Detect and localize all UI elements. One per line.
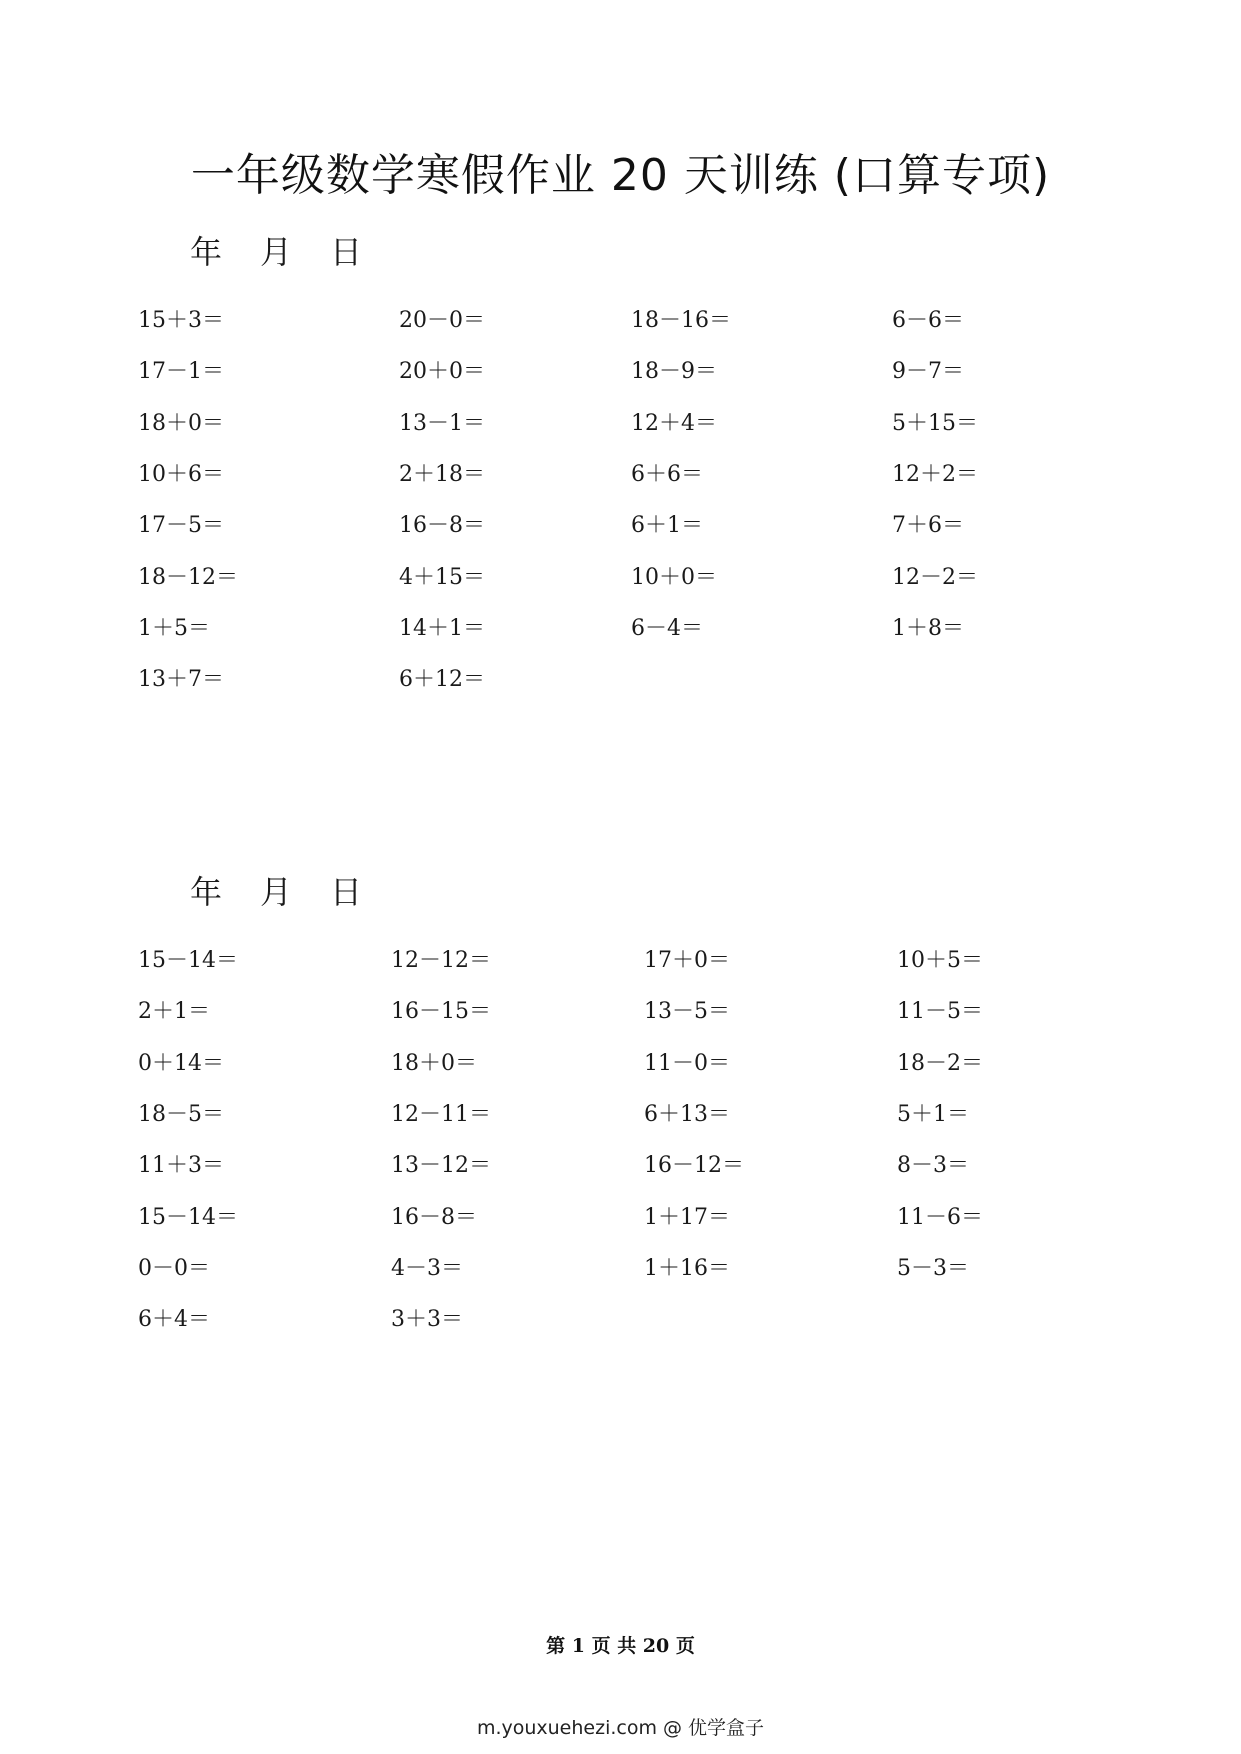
page-indicator: 第 1 页 共 20 页 [546,1635,695,1657]
problem-cell: 16－8＝ [399,513,485,539]
date-year-label: 年 [190,233,223,271]
date-year-label: 年 [190,873,223,911]
problem-cell: 2＋1＝ [138,999,210,1025]
problem-cell: 18＋0＝ [138,410,224,436]
problem-cell: 11－5＝ [897,999,983,1025]
date-day-label: 日 [330,873,363,911]
problem-cell: 5＋1＝ [897,1101,969,1127]
problem-cell: 6＋4＝ [138,1307,210,1333]
problem-cell: 11－0＝ [644,1050,730,1076]
problem-cell: 12－11＝ [391,1101,491,1127]
date-day-label: 日 [330,233,363,271]
problem-cell: 14＋1＝ [399,615,485,641]
problem-cell: 1＋8＝ [892,615,964,641]
problem-cell: 5＋15＝ [892,410,978,436]
page-title: 一年级数学寒假作业 20 天训练 (口算专项) [190,150,1051,201]
problem-cell: 3＋3＝ [391,1307,463,1333]
problem-cell: 20＋0＝ [399,359,485,385]
problem-cell: 6＋6＝ [631,461,703,487]
problem-cell: 0－0＝ [138,1255,210,1281]
problem-cell: 17－1＝ [138,359,224,385]
problem-cell: 5－3＝ [897,1255,969,1281]
problem-cell: 6－4＝ [631,615,703,641]
problem-cell: 18－9＝ [631,359,717,385]
problem-cell: 6＋13＝ [644,1101,730,1127]
problem-cell: 18－16＝ [631,308,731,333]
problem-cell: 6－6＝ [892,308,964,333]
problem-cell: 18＋0＝ [391,1050,477,1076]
problem-cell: 1＋16＝ [644,1255,730,1281]
date-line [190,232,362,272]
date-month-label: 月 [260,873,293,911]
problem-cell: 18－2＝ [897,1050,983,1076]
date-month-label: 月 [260,233,293,271]
problem-cell: 4－3＝ [391,1255,463,1281]
problem-cell: 1＋17＝ [644,1204,730,1230]
problem-cell: 16－12＝ [644,1153,744,1179]
problem-cell: 16－8＝ [391,1204,477,1230]
problem-cell: 13－12＝ [391,1153,491,1179]
problem-cell: 17－5＝ [138,513,224,539]
problem-cell: 6＋12＝ [399,667,485,693]
problem-cell: 17＋0＝ [644,948,730,973]
problem-cell: 12＋4＝ [631,410,717,436]
problem-cell: 1＋5＝ [138,615,210,641]
problem-cell: 18－5＝ [138,1101,224,1127]
problem-cell: 0＋14＝ [138,1050,224,1076]
problem-cell: 15－14＝ [138,948,238,973]
problem-cell: 13－1＝ [399,410,485,436]
problem-cell: 8－3＝ [897,1153,969,1179]
problem-cell: 12－12＝ [391,948,491,973]
problem-cell: 12＋2＝ [892,461,978,487]
problem-cell: 6＋1＝ [631,513,703,539]
problem-cell: 11－6＝ [897,1204,983,1230]
problem-cell: 7＋6＝ [892,513,964,539]
problem-cell: 10＋6＝ [138,461,224,487]
problem-cell: 16－15＝ [391,999,491,1025]
problem-cell: 12－2＝ [892,564,978,590]
problem-cell: 10＋0＝ [631,564,717,590]
site-watermark: m.youxuehezi.com @ 优学盒子 [476,1717,765,1739]
problem-cell: 15＋3＝ [138,308,224,333]
problem-cell: 11＋3＝ [138,1153,224,1179]
problem-cell: 13＋7＝ [138,667,224,693]
problem-cell: 9－7＝ [892,359,964,385]
problem-cell: 18－12＝ [138,564,238,590]
problem-cell: 20－0＝ [399,308,485,333]
problem-cell: 15－14＝ [138,1204,238,1230]
problem-cell: 2＋18＝ [399,461,485,487]
problem-cell: 13－5＝ [644,999,730,1025]
problem-cell: 4＋15＝ [399,564,485,590]
date-line [190,872,362,912]
problem-cell: 10＋5＝ [897,948,983,973]
